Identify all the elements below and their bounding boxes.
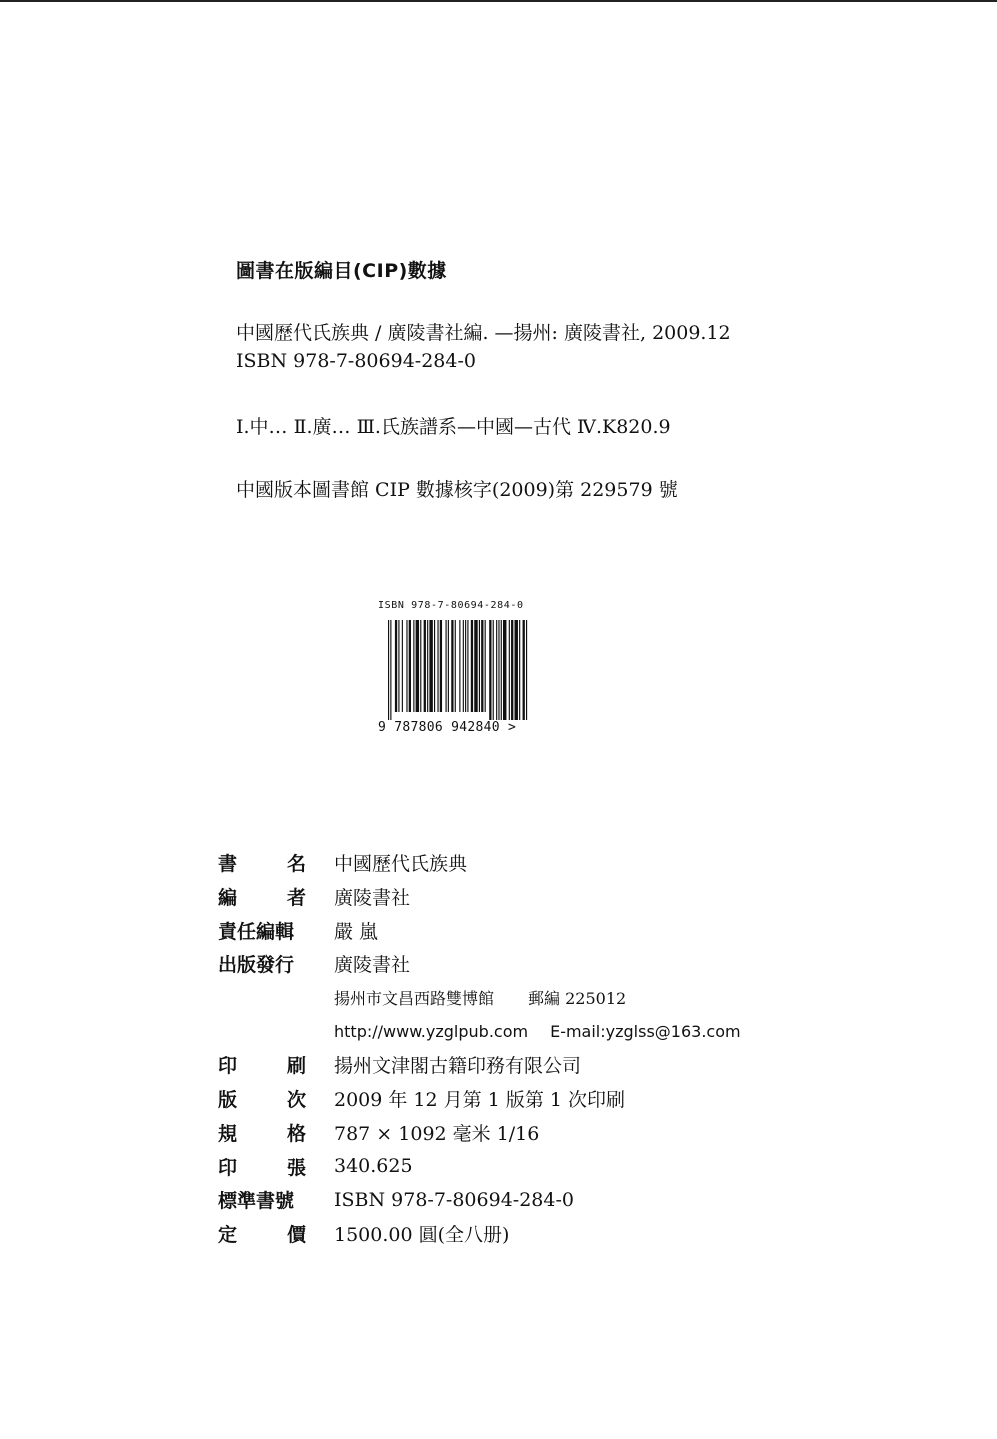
cip-title-line: 中國歷代氏族典 / 廣陵書社編. —揚州: 廣陵書社, 2009.12: [236, 322, 731, 344]
barcode-bar: [485, 620, 486, 712]
barcode-bar: [416, 620, 419, 712]
barcode-bar: [465, 620, 466, 712]
barcode-bar: [515, 620, 518, 720]
barcode-bar: [526, 620, 527, 720]
barcode-bar: [424, 620, 426, 712]
colophon-row-publisher: [218, 947, 778, 981]
price-label: 定 價: [218, 1223, 306, 1246]
publisher-website: http://www.yzglpub.com: [334, 1021, 529, 1041]
barcode-digits: 9 787806 942840 >: [378, 720, 517, 735]
format-value: 787 × 1092 毫米 1/16: [334, 1122, 540, 1145]
barcode-bar: [402, 620, 403, 712]
barcode-bar: [511, 620, 513, 720]
printer-label: 印 刷: [218, 1055, 306, 1078]
barcode-bar: [409, 620, 411, 712]
colophon-row-edition: [218, 1082, 778, 1116]
isbn-barcode: [378, 600, 548, 740]
editor-value: 廣陵書社: [334, 887, 411, 910]
colophon-row-title: [218, 846, 778, 880]
isbn-value: ISBN 978-7-80694-284-0: [334, 1188, 574, 1211]
barcode-isbn-text: ISBN 978-7-80694-284-0: [378, 600, 524, 611]
responsible-editor-value: 嚴 嵐: [334, 920, 379, 943]
barcode-bar: [390, 620, 391, 720]
barcode-bar: [493, 620, 494, 720]
colophon-row-price: [218, 1217, 778, 1251]
barcode-bar: [459, 620, 460, 712]
colophon-row-address: [218, 981, 778, 1015]
colophon-row-responsible-editor: [218, 913, 778, 947]
barcode-bar: [496, 620, 497, 720]
barcode-bar: [427, 620, 428, 712]
barcode-bar: [413, 620, 414, 712]
barcode-bar: [395, 620, 397, 712]
price-value: 1500.00 圓(全八册): [334, 1223, 510, 1246]
barcode-bar: [481, 620, 483, 712]
title-label: 書 名: [218, 853, 306, 876]
barcode-bar: [519, 620, 520, 720]
barcode-bar: [501, 620, 502, 720]
sheets-value: 340.625: [334, 1155, 413, 1178]
cip-record-line: 中國版本圖書館 CIP 數據核字(2009)第 229579 號: [236, 479, 678, 501]
barcode-bar: [398, 620, 399, 712]
barcode-bar: [420, 620, 421, 712]
format-label: 規 格: [218, 1122, 306, 1145]
barcode-bar: [489, 620, 491, 720]
title-value: 中國歷代氏族典: [334, 853, 468, 876]
colophon-row-contact: [218, 1014, 778, 1048]
printer-value: 揚州文津閣古籍印務有限公司: [334, 1055, 582, 1078]
publisher-value: 廣陵書社: [334, 954, 411, 977]
colophon-row-printer: [218, 1048, 778, 1082]
barcode-bar: [446, 620, 447, 712]
barcode-bar: [388, 620, 389, 720]
publisher-postcode: 郵編 225012: [528, 989, 627, 1009]
top-rule: [0, 0, 997, 2]
colophon-row-format: [218, 1116, 778, 1150]
barcode-bar: [448, 620, 449, 712]
barcode-bar: [474, 620, 477, 712]
cip-classification-line: Ⅰ.中… Ⅱ.廣… Ⅲ.氏族譜系—中國—古代 Ⅳ.K820.9: [236, 416, 671, 438]
barcode-bar: [406, 620, 407, 712]
barcode-bar: [451, 620, 453, 712]
barcode-bar: [467, 620, 468, 712]
barcode-bar: [455, 620, 456, 712]
barcode-bars: [378, 616, 538, 720]
barcode-bar: [509, 620, 510, 720]
responsible-editor-label: 責任編輯: [218, 920, 295, 943]
colophon-row-isbn: [218, 1183, 778, 1217]
publisher-address: 揚州市文昌西路雙博館: [334, 989, 495, 1009]
edition-label: 版 次: [218, 1089, 306, 1112]
isbn-label: 標準書號: [218, 1190, 295, 1213]
cip-heading: 圖書在版編目(CIP)數據: [236, 260, 447, 282]
barcode-bar: [523, 620, 525, 720]
barcode-bar: [440, 620, 442, 712]
editor-label: 編 者: [218, 887, 306, 910]
barcode-bar: [434, 620, 435, 712]
barcode-bar: [471, 620, 473, 712]
sheets-label: 印 張: [218, 1156, 306, 1179]
barcode-bar: [463, 620, 464, 712]
barcode-bar: [498, 620, 499, 720]
barcode-bar: [503, 620, 506, 720]
barcode-bar: [429, 620, 432, 712]
colophon-row-editor: [218, 880, 778, 914]
colophon: [218, 846, 778, 1250]
colophon-row-sheets: [218, 1149, 778, 1183]
publisher-email: E-mail:yzglss@163.com: [550, 1021, 741, 1041]
cip-isbn-line: ISBN 978-7-80694-284-0: [236, 350, 476, 372]
barcode-bar: [437, 620, 438, 712]
edition-value: 2009 年 12 月第 1 版第 1 次印刷: [334, 1089, 625, 1112]
barcode-bar: [479, 620, 480, 712]
publisher-label: 出版發行: [218, 954, 295, 977]
